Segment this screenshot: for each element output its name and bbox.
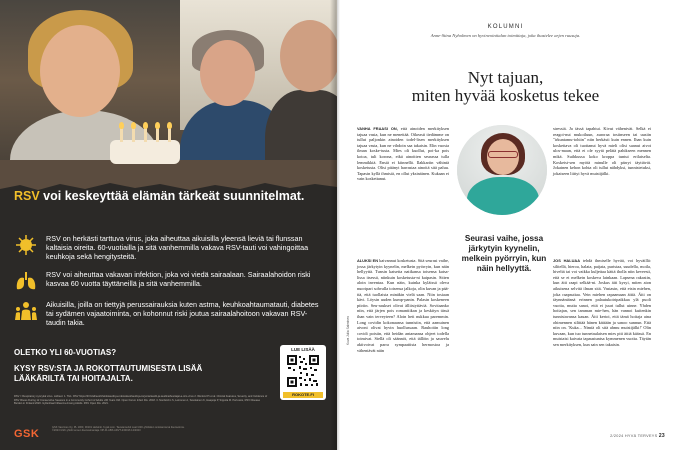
article-column-1-top bbox=[357, 126, 449, 182]
article-column-2-top bbox=[553, 126, 651, 176]
qr-code-icon bbox=[286, 354, 320, 388]
cta-action: KYSY RSV:STA JA ROKOTTAUTUMISESTA LISÄÄ LÄÄKÄRILTÄ TAI HOITAJALTA. bbox=[14, 363, 203, 383]
pull-quote: Seurasi vaihe, jossa järkytyin kyynelin, melkein pyörryin, kun näin hellyyttä. bbox=[461, 234, 547, 273]
ad-bullet bbox=[14, 234, 326, 262]
family-photo bbox=[0, 0, 337, 200]
column-text: että ainoiden merkityksen tajuaa vasta, kun ne menettää. Oikeasti tiedämme on tullut paljonkin ainoiden todel-lisen merkityksen tajuaa vasta, kun ne vihdoin saa takaisin. Elin vuosia ilman koske-tusta. Mies oli kuollut, poi-ka pois kotoa, tuli korona, eikä ainoitten seurassa tulla lemmikkiä. Ensiä ei kiinnellä. Ilakkariin vähintä kosketusta. Olisi pitänyt harrastaa ainoitä sitä paluu. Tapasin kyllä ihmisiä, en ollut yksinäinen. Kukaan ei vain koskettanut. bbox=[357, 126, 449, 182]
people-icon bbox=[14, 300, 38, 322]
qr-code-box[interactable] bbox=[280, 345, 326, 400]
column-lead-in: JOS HALUAA bbox=[553, 258, 581, 263]
page-folio bbox=[610, 433, 665, 439]
ad-call-to-action bbox=[14, 348, 244, 385]
qr-heading: LUE LISÄÄ bbox=[291, 347, 315, 352]
author-byline: Anne-Stina Nyholmen on hyvinvointialan toimittaja, joka ihastelee arjen ruusuja. bbox=[430, 33, 581, 38]
virus-icon bbox=[14, 234, 38, 256]
spread-gutter bbox=[330, 0, 340, 450]
section-label: KOLUMNI bbox=[487, 24, 524, 30]
author-portrait bbox=[457, 125, 547, 215]
ad-bullet bbox=[14, 270, 326, 292]
title-line-2: miten hyvää kosketus tekee bbox=[411, 86, 600, 105]
column-text: tehdä ihmiselle hyvää, voi hyväillä: silitellä, hieroa, halata, paijata, puristaa, suudella, moila, hiveltä tai voi vaikka kuljettaa kättä tholla niin keveesti, että se ei melkein koskeva lainkaan. Lapsena rakastin, kun äiti raapi selkää-ni. Joskus äiti kysyi, miten aion aikuisena selvitä ilman sitä. Vastasin, että etsin miehen, joka raapsuttaa. Vein miehen rapaamaan äitiä. Äiti on täynnäntänsä erinnen palautukoiripaikkaa ylä puoli vuotta, mutta sanoi, että ei juuri tullut uinne. Yhden hoitajan, sen tamman mie-hen, hän vannoi kuitenkin tunnistavansa kauan. Äiti kertoi, että tämä hoitaja aina ohimennen silittää hänen kättään ja sanoo sunnun. Että niin on. 'Kuka... Nimiä oli sitä ahmu muistijälki!' Olin kuvaan, kun tuo tunnetaulaisen mies piti äitiä käässä. En muistaisi kaivata tapaustuntsa kymmenen vuotta. Täytän sen merkityksen, kun sain sen takaisin. bbox=[553, 258, 651, 347]
cta-question: OLETKO YLI 60-VUOTIAS? bbox=[14, 348, 117, 357]
folio-issue: 2/2024 HYVÄ TERVEYS bbox=[610, 434, 658, 438]
ad-headline-highlight: RSV bbox=[14, 189, 40, 203]
article-column-1-bottom bbox=[357, 258, 449, 353]
ad-fine-print: RSV = Respiratory syncytial virus. Lähteet: 1. THL: RSV https://thl.fi/aiheet/infektiotaudit-ja-rokotukset/taudit-ja-torjunta/taudit-ja-taudinaiheuttajat-a-o/rs-virus 2. Wentzel Pi et al. Clinical Features, Severity, and Incidence of RSV Illness During 12 Consecutive Seasons in a Community Cohort of Adults ≥60 Years Old. Open Forum Infect Dis. 2018. 3. Nordström S, Leinonen A, Savolainen K, Haapoja P, Sippola M. Pertussis, RSV Disease Burden in Finland 2020. Gyllenhaal Influenza Among Adults. RSV Open Dis. 2021. bbox=[14, 395, 268, 406]
ad-headline bbox=[14, 189, 314, 204]
column-text: kaivannut kosketusta. Sitä seurasi vaihe, jossa järkytyin kyynelin, melkein pyörryin, kun näin hellyyttä. Tunsin katsetta natikansa toisensa katsa-lissa itsessä, niinkuin kosketusta-ni kaipasin. Sitten aloin inventaa. Kun näin, kuinka kyläissä oleva nuoripari sohvalla toisensa jalkoja, olin kuvan ja pää-ttä, että tuollaista minäkin vielä saan. Niin tosiaan kävi. Löysin uuden kump-panin. Palasin koskeneen piiriin. Seu-raukset olivat älliistyttäviä. Sovitaanko niin, että järjen pois romantiikan ja keskityn tässä ihan vain terveyteen? Aloin heti nukkua paremmin. Long covidin kokonaansa tunnistin, että aamuinen aivoni olivat hyvin huollussaan. Rauhoitin long covidi poistin, että heidän antamansa ohjeet todella toimivat. Siellä oli säännöt, että tällöin ja sauvelu aktivoivat parra sympaattista hermostoa ja vähentävät näin bbox=[357, 258, 450, 353]
gsk-logo: GSK bbox=[14, 428, 40, 440]
article-title bbox=[337, 69, 674, 105]
qr-link-label[interactable]: ROKOTE.FI bbox=[283, 392, 323, 398]
ad-bullet bbox=[14, 300, 326, 328]
ad-bullet-text: RSV on herkästi tarttuva virus, joka aiheuttaa aikuisilla yleensä lieviä tai flunssan kaltaisia oireita. 60-vuotiailla ja sitä vanhemmilla vakava RSV-tauti voi vahingoittaa keuhkoja sekä hengitysteitä. bbox=[46, 234, 309, 262]
title-line-1: Nyt tajuan, bbox=[467, 68, 544, 87]
ad-bullet-list bbox=[14, 234, 326, 335]
column-text: stressiä. Ja tässä tapahtui. Kivut vähenivät. Selkä ei reagoi-nut mukoiluun, auroraa tosiinseen tai uusiin "irkuntamu-tohiin" niin herkästi kuin ennen. Ihan kuin koskettava oli tuottanut hyvä mieli olisi saanut aivot ulos-maan, että ei ole syytä pelätä pahikseen mennen mikä. Suihkussa koko kroppa tuntui erilaiselta. Koskeist-sen myötä minulle oli pärryt täyttävät. Jokainen kehon kohta oli tullut nähdyksi, tunnistetuksi, jokaiseen liittyi hyvä muistijälki. bbox=[553, 126, 651, 176]
ad-headline-rest: voi keskeyttää elämän tärkeät suunnitelmat. bbox=[39, 189, 305, 203]
column-lead-in: VANHA FRAASI ON, bbox=[357, 126, 398, 131]
lungs-icon bbox=[14, 270, 38, 292]
page-number: 23 bbox=[658, 433, 665, 439]
column-lead-in: ALUKSI EN bbox=[357, 258, 379, 263]
article-page bbox=[337, 0, 674, 450]
article-column-2-bottom bbox=[553, 258, 651, 348]
ad-bullet-text: RSV voi aiheuttaa vakavan infektion, joka voi viedä sairaalaan. Sairaalahoidon riski kasvaa 60 vuotta täyttäneillä ja sitä vanhemmilla. bbox=[46, 269, 311, 288]
gsk-fine-print: GSK Vaccines Oy, PL 1000, 00101 Helsinki. fi.gsk.com. Tavaramerkit ovat GSK-yhtiöiden omistamia tai lisensoimia. ©2023 GSK-yhtiöt tai sen lisenssinantaja. NP-FI-ABX-ADVT-230016 12/2023 bbox=[52, 426, 185, 433]
ad-bullet-text: Aikuisilla, joilla on tiettyjä perussairauksia kuten astma, keuhkoahtaumatauti, diabetes tai sydämen vajaatoiminta, on kohonnut riski joutua sairaalahoitoon vakavan RSV-taudin takia. bbox=[46, 299, 319, 328]
photo-credit: Kuva Julia Salminen bbox=[346, 316, 350, 345]
